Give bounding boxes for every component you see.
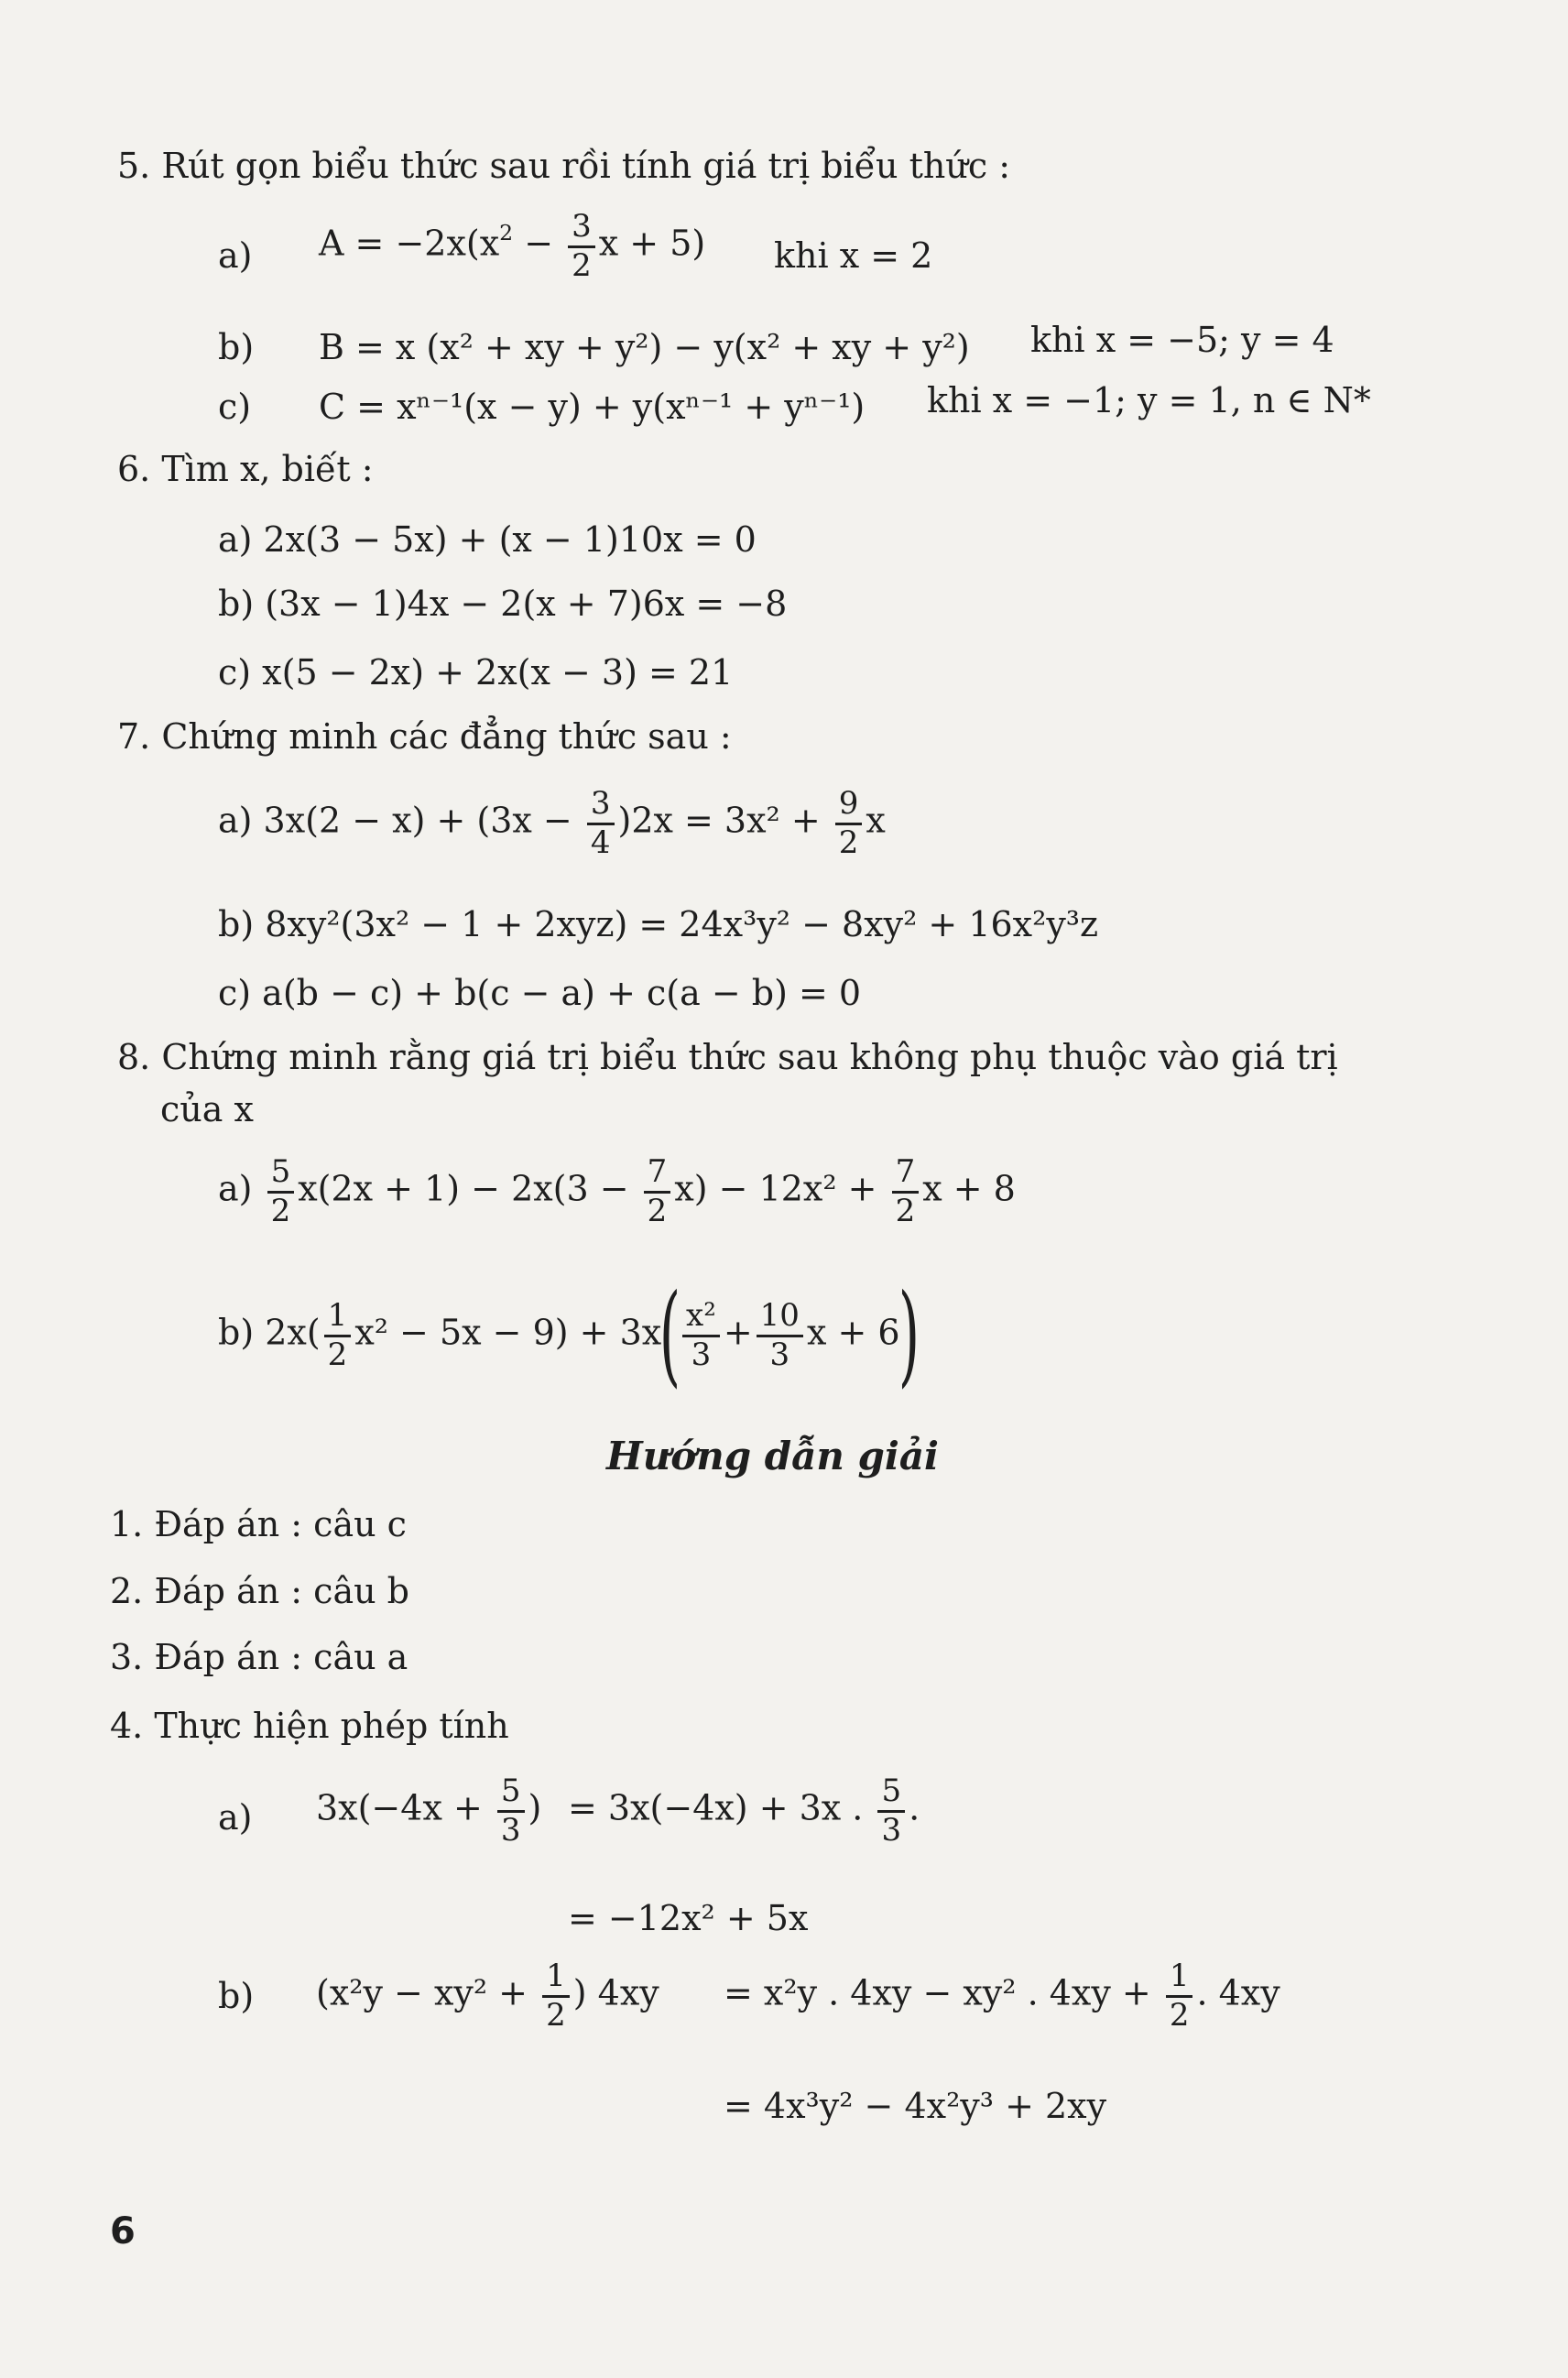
page-number: 6 — [110, 2210, 136, 2253]
fraction: $\frac{1}{2}$ — [324, 1300, 352, 1371]
fraction: $\frac{\text{x²}}{3}$ — [682, 1300, 720, 1371]
s4a-line2: = −12x² + 5x — [568, 1898, 809, 1938]
s4b-label: b) — [218, 1976, 255, 2016]
fraction: $\frac{5}{3}$ — [877, 1775, 905, 1847]
left-paren: ( — [659, 1271, 681, 1399]
q7b: b) 8xy²(3x² − 1 + 2xyz) = 24x³y² − 8xy² + 16x²y³z — [218, 904, 1099, 944]
answer-3: 3. Đáp án : câu a — [110, 1637, 408, 1677]
s4b-lhs: (x²y − xy² + $\frac{1}{2}$ ) 4xy — [316, 1958, 659, 2034]
q7a: a) 3x(2 − x) + (3x − $\frac{3}{4}$ )2x = 3x² + $\frac{9}{2}$ x — [218, 785, 886, 861]
q6c: c) x(5 − 2x) + 2x(x − 3) = 21 — [218, 652, 734, 693]
q8b: b) 2x( $\frac{1}{2}$ x² − 5x − 9) + 3x( $\frac{\text{x²}}{3}$ + $\frac{10}{3}$ x + 6) — [218, 1271, 920, 1399]
q5a-expression: $A = -2x(x^2$ − $\frac{3}{2}$ x + 5) — [319, 208, 706, 284]
guide-heading: Hướng dẫn giải — [606, 1434, 939, 1478]
fraction: $\frac{7}{2}$ — [892, 1156, 920, 1227]
q5-title: 5. Rút gọn biểu thức sau rồi tính giá trị biểu thức : — [117, 146, 1010, 186]
q6-title: 6. Tìm x, biết : — [117, 449, 374, 489]
q5b-condition: khi x = −5; y = 4 — [1030, 320, 1334, 360]
q7-title: 7. Chứng minh các đẳng thức sau : — [117, 716, 732, 757]
s4a-lhs: 3x(−4x + $\frac{5}{3}$ ) — [316, 1773, 542, 1849]
q5b-label: b) — [218, 327, 255, 367]
q5c-condition: khi x = −1; y = 1, n ∈ N* — [927, 380, 1371, 420]
fraction: $\frac{9}{2}$ — [835, 788, 863, 859]
q5b-expression: B = x (x² + xy + y²) − y(x² + xy + y²) — [319, 327, 970, 367]
s4a-rhs: = 3x(−4x) + 3x . $\frac{5}{3}$ . — [568, 1773, 920, 1849]
q8a: a) $\frac{5}{2}$ x(2x + 1) − 2x(3 − $\frac{7}{2}$ x) − 12x² + $\frac{7}{2}$ x + 8 — [218, 1153, 1016, 1229]
right-paren: ) — [898, 1271, 920, 1399]
answer-2: 2. Đáp án : câu b — [110, 1571, 409, 1611]
q6a: a) 2x(3 − 5x) + (x − 1)10x = 0 — [218, 519, 757, 560]
s4b-line2: = 4x³y² − 4x²y³ + 2xy — [724, 2086, 1107, 2126]
answer-1: 1. Đáp án : câu c — [110, 1504, 407, 1544]
q5c-label: c) — [218, 387, 252, 427]
q5a-condition: khi x = 2 — [774, 235, 933, 276]
q8-title: 8. Chứng minh rằng giá trị biểu thức sau không phụ thuộc vào giá trị — [117, 1037, 1338, 1077]
q5a-label: a) — [218, 235, 253, 276]
fraction: $\frac{1}{2}$ — [1166, 1960, 1193, 2032]
fraction: $\frac{1}{2}$ — [542, 1960, 570, 2032]
answer-4: 4. Thực hiện phép tính — [110, 1706, 509, 1746]
q5c-expression: C = xⁿ⁻¹(x − y) + y(xⁿ⁻¹ + yⁿ⁻¹) — [319, 387, 866, 427]
fraction: $\frac{5}{2}$ — [267, 1156, 295, 1227]
fraction: $\frac{7}{2}$ — [644, 1156, 671, 1227]
s4a-label: a) — [218, 1797, 253, 1838]
q8-title-cont: của x — [160, 1089, 254, 1129]
fraction: $\frac{10}{3}$ — [757, 1300, 803, 1371]
fraction: $\frac{3}{2}$ — [568, 211, 595, 282]
q7c: c) a(b − c) + b(c − a) + c(a − b) = 0 — [218, 973, 862, 1013]
q6b: b) (3x − 1)4x − 2(x + 7)6x = −8 — [218, 584, 788, 624]
s4b-rhs: = x²y . 4xy − xy² . 4xy + $\frac{1}{2}$ . 4xy — [724, 1958, 1280, 2034]
fraction: $\frac{3}{4}$ — [587, 788, 615, 859]
fraction: $\frac{5}{3}$ — [497, 1775, 525, 1847]
